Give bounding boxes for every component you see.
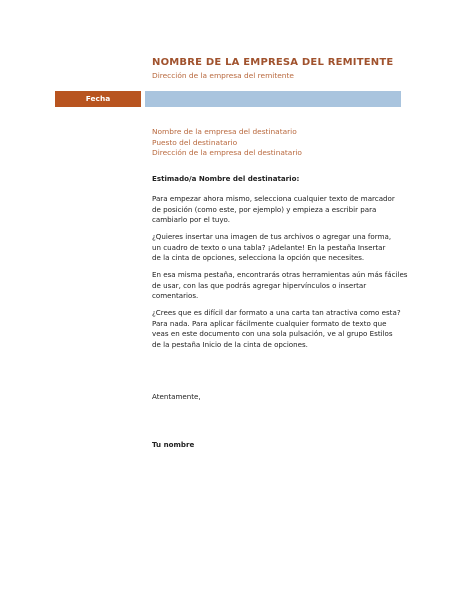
paragraph-line: Para empezar ahora mismo, selecciona cualquier texto de marcador <box>152 194 395 203</box>
closing[interactable]: Atentamente, <box>152 392 201 401</box>
decorative-blue-band <box>145 91 401 107</box>
paragraph-4[interactable] <box>152 308 402 350</box>
paragraph-line: Para nada. Para aplicar fácilmente cualquier formato de texto que <box>152 318 387 328</box>
paragraph-line: de la cinta de opciones, selecciona la opción que necesites. <box>152 253 365 262</box>
recipient-position[interactable]: Puesto del destinatario <box>152 137 238 147</box>
paragraph-line: En esa misma pestaña, encontrarás otras herramientas aún más fáciles <box>152 270 408 279</box>
paragraph-line: comentarios. <box>152 291 199 300</box>
recipient-company-name[interactable]: Nombre de la empresa del destinatario <box>152 127 297 136</box>
paragraph-line: un cuadro de texto o una tabla? ¡Adelante! En la pestaña Insertar <box>152 242 386 252</box>
paragraph-line: cambiarlo por el tuyo. <box>152 215 231 224</box>
recipient-company-address[interactable]: Dirección de la empresa del destinatario <box>152 148 302 157</box>
date-band <box>55 91 141 107</box>
sender-company-name[interactable]: NOMBRE DE LA EMPRESA DEL REMITENTE <box>152 57 394 68</box>
paragraph-line: de usar, con las que podrás agregar hipervínculos o insertar <box>152 280 367 290</box>
date-field[interactable]: Fecha <box>85 94 111 103</box>
paragraph-line: veas en este documento con una sola pulsación, ve al grupo Estilos <box>152 329 393 338</box>
paragraph-line: de la pestaña Inicio de la cinta de opciones. <box>152 339 308 349</box>
paragraph-1[interactable] <box>152 194 402 226</box>
sender-company-address[interactable]: Dirección de la empresa del remitente <box>152 71 294 80</box>
paragraph-2[interactable] <box>152 232 402 264</box>
paragraph-line: de posición (como este, por ejemplo) y empieza a escribir para <box>152 204 377 214</box>
salutation[interactable]: Estimado/a Nombre del destinatario: <box>152 174 300 183</box>
recipient-block <box>152 127 302 159</box>
paragraph-3[interactable] <box>152 270 408 302</box>
paragraph-line: ¿Crees que es difícil dar formato a una carta tan atractiva como esta? <box>152 308 401 317</box>
signature-name[interactable]: Tu nombre <box>152 440 195 449</box>
paragraph-line: ¿Quieres insertar una imagen de tus archivos o agregar una forma, <box>152 232 392 241</box>
